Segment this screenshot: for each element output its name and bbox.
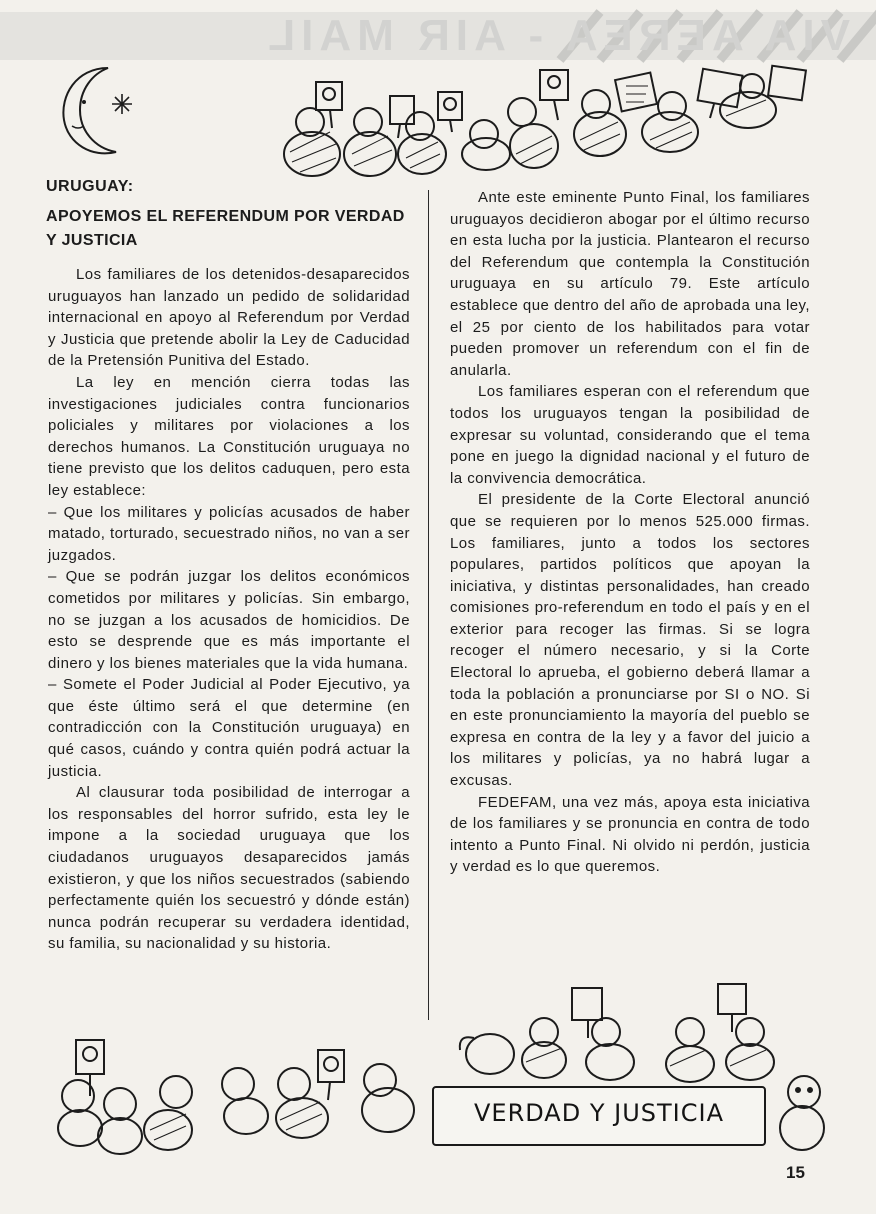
air-mail-banner <box>0 8 876 64</box>
paragraph: Al clausurar toda posibilidad de interrogar a los responsables del horror sufrido, esta ley le impone a la sociedad uruguaya que los ciudadanos uruguayos desaparecidos jamás existieron, y que los niños secuestrados (sabiendo perfectamente quién los secuestró y dónde están) nunca podrán recuperar su verdadera identidad, su familia, su nacionalidad y su historia. <box>48 784 410 953</box>
verdad-y-justicia-sign <box>432 1086 766 1146</box>
list-item: – Que los militares y policías acusados de haber matado, torturado, secuestrado niños, no van a ser juzgados. <box>48 503 410 564</box>
paragraph: Ante este eminente Punto Final, los familiares uruguayos decidieron abogar por el último recurso en esta lucha por la justicia. Plantearon el recurso del Referendum que contempla la Constitución uruguaya en su artículo 79. Este artículo establece que dentro del año de aprobada una ley, el 25 por ciento de los habilitados para votar pueden promover un referendum con el fin de anularla. <box>450 189 810 379</box>
right-column <box>450 187 810 878</box>
column-divider <box>428 190 429 1020</box>
country-label: URUGUAY: <box>46 178 134 195</box>
sign-text: VERDAD Y JUSTICIA <box>473 1099 724 1127</box>
paragraph: Los familiares de los detenidos-desaparecidos uruguayos han lanzado un pedido de solidaridad internacional en apoyo al Referendum por Verdad y Justicia que pretende abolir la Ley de Caducidad de la Pretensión Punitiva del Estado. <box>48 266 410 370</box>
article-headline: APOYEMOS EL REFERENDUM POR VERDAD Y JUSTICIA <box>46 208 405 249</box>
paragraph: Los familiares esperan con el referendum que todos los uruguayos tengan la posibilidad de expresar su voluntad, considerando que el tema pone en juego la dignidad nacional y el futuro de la convivencia democrática. <box>450 383 810 487</box>
paragraph: El presidente de la Corte Electoral anunció que se requieren por lo menos 525.000 firmas. Los familiares, junto a todos los sectores populares, partidos políticos que apoyan la iniciativa, y distintas personalidades, han creado comisiones pro-referendum en todo el país y en el exterior para recoger las firmas. Si se logra recoger el número necesario, y si la Corte Electoral lo aprueba, el gobierno deberá llamar a toda la población a pronunciarse por SI o NO. Si en este pronunciamiento la mayoría del pueblo se expresa en contra de la ley y a favor del juicio a los militares y policías, ya no habrá lugar a excusas. <box>450 491 810 790</box>
left-column <box>48 264 410 955</box>
list-item: – Que se podrán juzgar los delitos económicos cometidos por militares y policías. Sin embargo, no se juzgan a los acusados de homicidios. De esto se desprende que es más importante el dinero y los bienes materiales que la vida humana. <box>48 568 410 672</box>
protest-crowd-illustration <box>270 62 810 182</box>
page-number: 15 <box>786 1163 805 1182</box>
crescent-moon-icon <box>50 62 160 162</box>
list-item: – Somete el Poder Judicial al Poder Ejecutivo, ya que éste último será el que determine (en contradicción con la Constitución uruguaya) en qué casos, cuándo y contra quién podrá actuar la justicia. <box>48 676 410 780</box>
banner-text: VIA AEREA - AIR MAIL <box>262 11 850 60</box>
paragraph: FEDEFAM, una vez más, apoya esta iniciativa de los familiares y se pronuncia en contra de todo intento a Punto Final. Ni olvido ni perdón, justicia y verdad es lo que queremos. <box>450 793 810 876</box>
star-icon <box>112 94 132 114</box>
paragraph: La ley en mención cierra todas las investigaciones judiciales contra funcionarios policiales y militares por violaciones a los derechos humanos. La Constitución uruguaya no tiene previsto que los delitos caduquen, pero esta ley establece: <box>48 373 410 499</box>
